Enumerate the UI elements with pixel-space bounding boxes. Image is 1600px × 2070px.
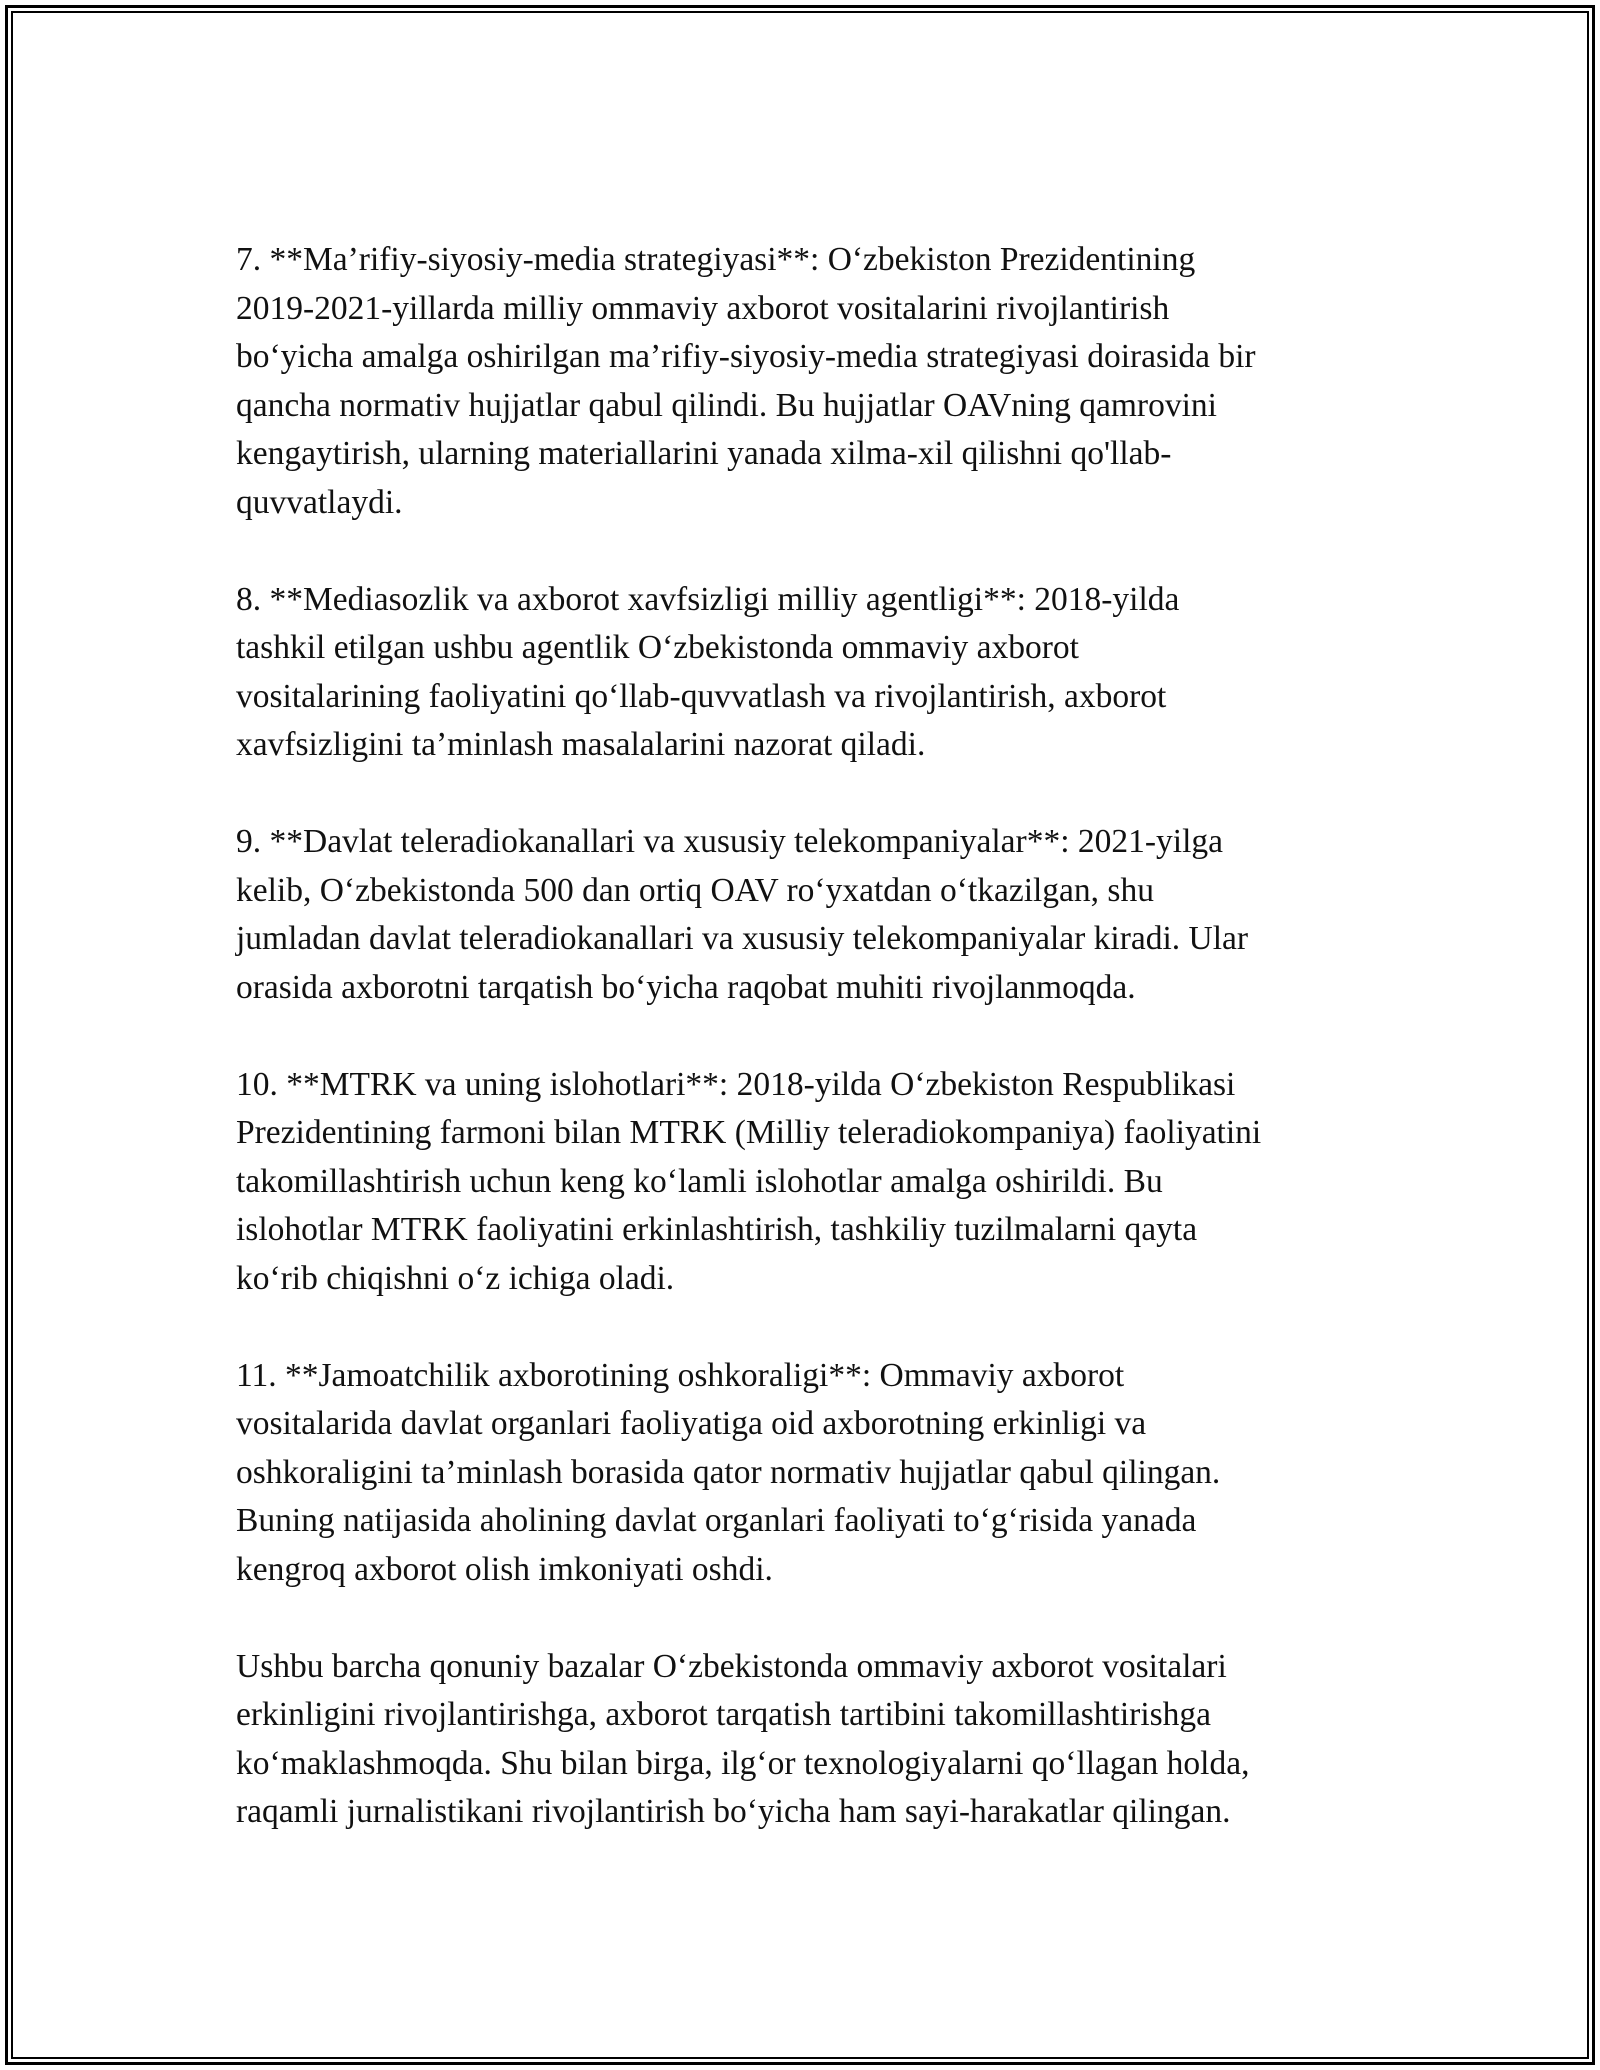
paragraph-conclusion: Ushbu barcha qonuniy bazalar O‘zbekistonda ommaviy axborot vositalari erkinligini rivojlantirishga, axborot tarqatish tartibini takomillashtirishga ko‘maklashmoqda. Shu bilan birga, ilg‘or texnologiyalarni qo‘llagan holda, raqamli jurnalistikani rivojlantirish bo‘yicha ham sayi-harakatlar qilingan. xyxy=(236,1647,1250,1830)
paragraph-item-8: 8. **Mediasozlik va axborot xavfsizligi milliy agentligi**: 2018-yilda tashkil etilgan ushbu agentlik O‘zbekistonda ommaviy axborot vositalarining faoliyatini qo‘llab-quvvatlash va rivojlantirish, axborot xavfsizligini ta’minlash masalalarini nazorat qiladi. xyxy=(236,580,1180,763)
paragraph-item-9: 9. **Davlat teleradiokanallari va xususiy telekompaniyalar**: 2021-yilga kelib, O‘zbekistonda 500 dan ortiq OAV ro‘yxatdan o‘tkazilgan, shu jumladan davlat teleradiokanallari va xususiy telekompaniyalar kiradi. Ular orasida axborotni tarqatish bo‘yicha raqobat muhiti rivojlanmoqda. xyxy=(236,823,1249,1006)
paragraph-item-7: 7. **Ma’rifiy-siyosiy-media strategiyasi**: O‘zbekiston Prezidentining 2019-2021-yillarda milliy ommaviy axborot vositalarini rivojlantirish bo‘yicha amalga oshirilgan ma’rifiy-siyosiy-media strategiyasi doirasida bir qancha normativ hujjatlar qabul qilindi. Bu hujjatlar OAVning qamrovini kengaytirish, ularning materiallarini yanada xilma-xil qilishni qo'llab- quvvatlaydi. xyxy=(236,241,1256,521)
document-body xyxy=(236,236,1386,1837)
paragraph-item-10: 10. **MTRK va uning islohotlari**: 2018-yilda O‘zbekiston Respublikasi Prezidentining farmoni bilan MTRK (Milliy teleradiokompaniya) faoliyatini takomillashtirish uchun keng ko‘lamli islohotlar amalga oshirildi. Bu islohotlar MTRK faoliyatini erkinlashtirish, tashkiliy tuzilmalarni qayta ko‘rib chiqishni o‘z ichiga oladi. xyxy=(236,1065,1262,1297)
paragraph-item-11: 11. **Jamoatchilik axborotining oshkoraligi**: Ommaviy axborot vositalarida davlat organlari faoliyatiga oid axborotning erkinligi va oshkoraligini ta’minlash borasida qator normativ hujjatlar qabul qilingan. Buning natijasida aholining davlat organlari faoliyati to‘g‘risida yanada kengroq axborot olish imkoniyati oshdi. xyxy=(236,1356,1221,1588)
